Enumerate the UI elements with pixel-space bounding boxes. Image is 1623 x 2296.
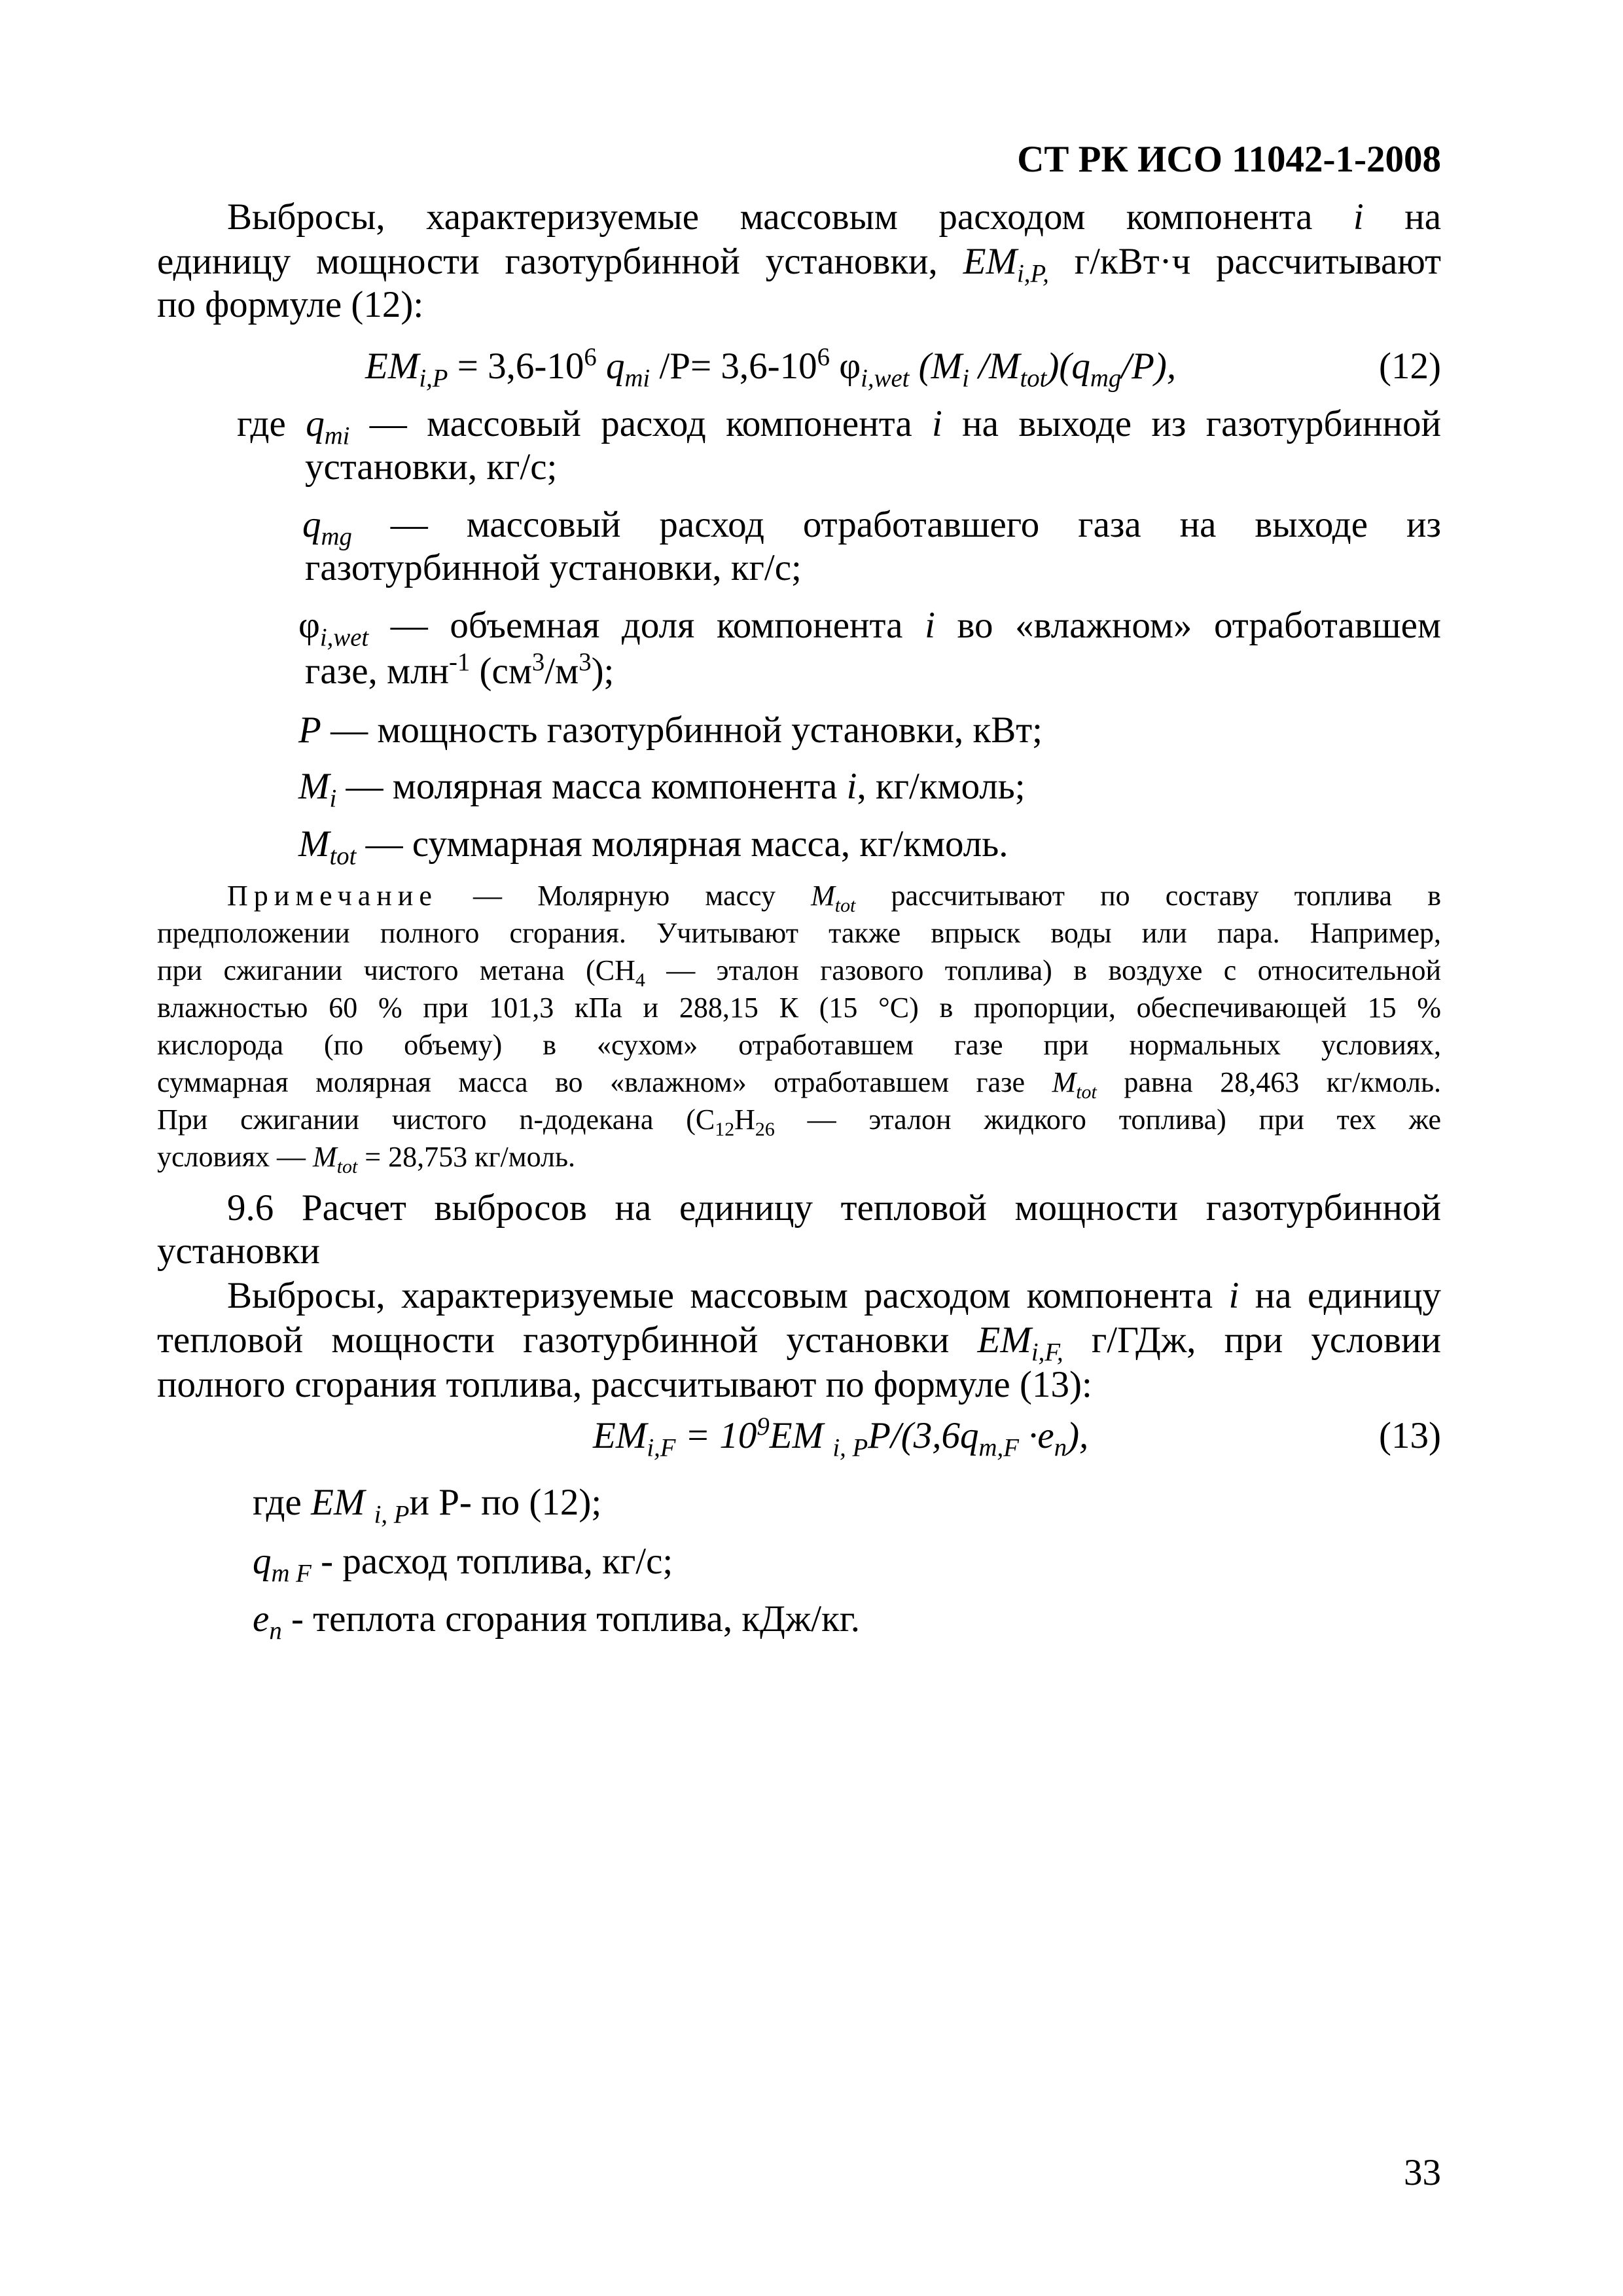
definition-mtot: $M_{tot}$ — суммарная молярная масса, кг/кмоль. <box>298 823 1008 870</box>
definition-en: $e_n$ - теплота сгорания топлива, кДж/кг. <box>253 1598 861 1645</box>
definition-p: P — мощность газотурбинной установки, кВт; <box>298 709 1043 751</box>
note-line: влажностью 60 % при 101,3 кПа и 288,15 К (15 °С) в пропорции, обеспечивающей 15 % <box>157 992 1441 1024</box>
section-heading-cont: установки <box>157 1230 320 1272</box>
definition-mi: $M_i$ — молярная масса компонента i, кг/кмоль; <box>298 766 1026 813</box>
definition-qmi: где $q_{mi}$ — массовый расход компонента i на выходе из газотурбинной <box>237 403 1442 450</box>
note-line: Примечание — Молярную массу $M_{tot}$ рассчитывают по составу топлива в <box>227 880 1442 916</box>
formula-number: (12) <box>1379 346 1441 387</box>
definition-qmg-cont: газотурбинной установки, кг/с; <box>305 547 802 588</box>
formula-13: $EM_{i,F} = 10^9EM$ $_{i, P}P/(3,6q_{m,F} \cdot e_n)$, <box>593 1412 1089 1462</box>
formula-12: $EM_{i,P} = 3,6-10^6$ $q_{mi}$ $/P= 3,6-10^6$ $\varphi_{i,wet}$ ($M_i$ $/M_{tot})(q_{mg}/P)$, <box>365 343 1177 393</box>
paragraph-line: единицу мощности газотурбинной установки, $EM_{i,P,}$ г/кВт·ч рассчитывают <box>157 241 1442 288</box>
note-line: При сжигании чистого n-додекана ($С_{12}Н_{26}$ — эталон жидкого топлива) при тех же <box>157 1103 1441 1140</box>
definition-qmf: $q_{m F}$ - расход топлива, кг/с; <box>253 1541 673 1588</box>
paragraph-line: Выбросы, характеризуемые массовым расходом компонента i на <box>227 196 1441 238</box>
section-heading: 9.6 Расчет выбросов на единицу тепловой мощности газотурбинной <box>227 1187 1441 1229</box>
definition-qmi-cont: установки, кг/с; <box>305 446 558 488</box>
note-line: суммарная молярная масса во «влажном» отработавшем газе $M_{tot}$ равна 28,463 кг/кмоль. <box>157 1066 1442 1103</box>
note-line: кислорода (по объему) в «сухом» отработавшем газе при нормальных условиях, <box>157 1029 1441 1061</box>
paragraph-line: Выбросы, характеризуемые массовым расходом компонента i на единицу <box>227 1275 1442 1316</box>
definition-phi-cont: газе, млн$^{-1}$ $(см^3/м^3)$; <box>305 648 615 692</box>
page-number: 33 <box>1404 2152 1441 2193</box>
formula-number: (13) <box>1379 1415 1441 1456</box>
document-code-header: СТ РК ИСО 11042-1-2008 <box>1017 139 1441 180</box>
paragraph-line: по формуле (12): <box>157 284 424 325</box>
note-line: при сжигании чистого метана ($СН_4$ — эталон газового топлива) в воздухе с относительной <box>157 954 1441 991</box>
paragraph-line: полного сгорания топлива, рассчитывают по формуле (13): <box>157 1364 1092 1405</box>
definition-em: где EM $_{i, P}$и Р- по (12); <box>253 1482 602 1529</box>
note-line: предположении полного сгорания. Учитывают также впрыск воды или пара. Например, <box>157 917 1441 949</box>
note-line: условиях — $M_{tot} = 28,753$ кг/моль. <box>157 1141 576 1177</box>
paragraph-line: тепловой мощности газотурбинной установки $EM_{i,F,}$ г/ГДж, при условии <box>157 1319 1442 1367</box>
definition-qmg: $q_{mg}$ — массовый расход отработавшего газа на выходе из <box>302 504 1441 551</box>
definition-phi: $\varphi_{i,wet}$ — объемная доля компонента i во «влажном» отработавшем <box>298 605 1442 652</box>
